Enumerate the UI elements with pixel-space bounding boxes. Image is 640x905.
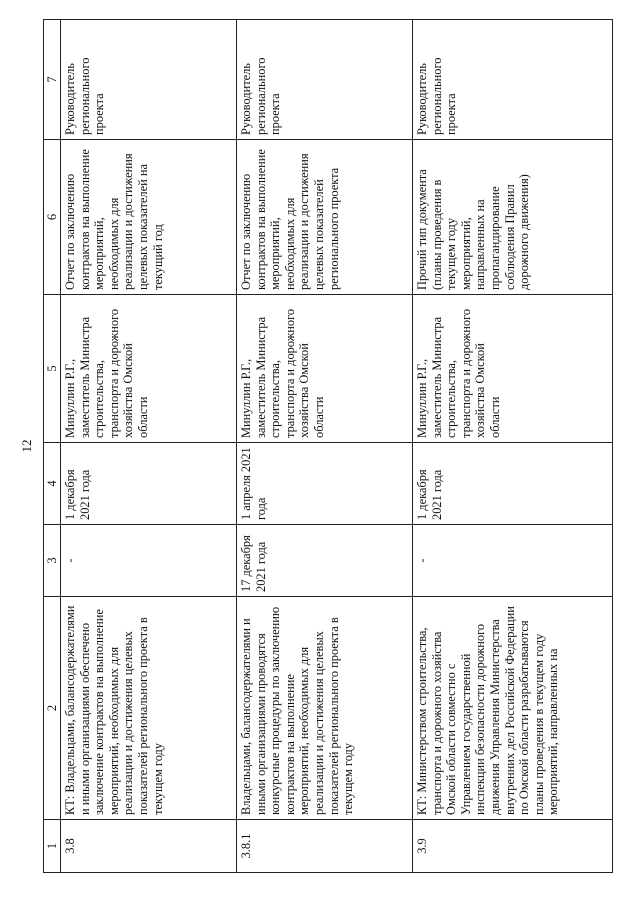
row-description: КТ: Министерством строительства, транспорта и дорожного хозяйства Омской области совместно с Управлением государственной инспекции безопасности дорожного движения Управления Министерства внутренних дел Российской Федерации по Омской области разрабатываются планы проведения в текущем году мероприятий, направленных на (413, 597, 613, 820)
row-end-date: 1 декабря 2021 года (413, 443, 613, 525)
column-header: 4 (44, 443, 61, 525)
row-number: 3.8.1 (237, 820, 413, 873)
column-header: 3 (44, 525, 61, 597)
table-row (61, 20, 237, 873)
row-responsible: Минуллин Р.Г., заместитель Министра строительства, транспорта и дорожного хозяйства Омской области (237, 295, 413, 443)
row-responsible: Минуллин Р.Г., заместитель Министра строительства, транспорта и дорожного хозяйства Омской области (61, 295, 237, 443)
header-row (44, 20, 61, 873)
table-row (413, 20, 613, 873)
column-header: 1 (44, 820, 61, 873)
column-header: 5 (44, 295, 61, 443)
row-document: Прочий тип документа (планы проведения в текущем году мероприятий, направленных на пропагандирование соблюдения Правил дорожного движения) (413, 140, 613, 295)
row-document: Отчет по заключению контрактов на выполнение мероприятий, необходимых для реализации и достижения целевых показателей регионального проекта (237, 140, 413, 295)
row-start-date: - (61, 525, 237, 597)
row-description: Владельцами, балансодержателями и иными организациями проводятся конкурсные процедуры по заключению контрактов на выполнение мероприятий, необходимых для реализации и достижения целевых показателей регионального проекта в текущем году (237, 597, 413, 820)
row-responsible: Минуллин Р.Г., заместитель Министра строительства, транспорта и дорожного хозяйства Омской области (413, 295, 613, 443)
row-description: КТ: Владельцами, балансодержателями и иными организациями обеспечено заключение контрактов на выполнение мероприятий, необходимых для реализации и достижения целевых показателей регионального проекта в текущем году (61, 597, 237, 820)
row-end-date: 1 апреля 2021 года (237, 443, 413, 525)
column-header: 6 (44, 140, 61, 295)
row-document: Отчет по заключению контрактов на выполнение мероприятий, необходимых для реализации и достижения целевых показателей на текущий год (61, 140, 237, 295)
row-supervisor: Руководитель регионального проекта (413, 20, 613, 140)
row-start-date: 17 декабря 2021 года (237, 525, 413, 597)
row-number: 3.8 (61, 820, 237, 873)
row-number: 3.9 (413, 820, 613, 873)
row-supervisor: Руководитель регионального проекта (61, 20, 237, 140)
table-row (237, 20, 413, 873)
column-header: 7 (44, 20, 61, 140)
row-start-date: - (413, 525, 613, 597)
row-end-date: 1 декабря 2021 года (61, 443, 237, 525)
page-number: 12 (19, 439, 34, 453)
plan-table (43, 19, 613, 873)
rotated-table-wrapper (43, 20, 613, 873)
row-supervisor: Руководитель регионального проекта (237, 20, 413, 140)
column-header: 2 (44, 597, 61, 820)
